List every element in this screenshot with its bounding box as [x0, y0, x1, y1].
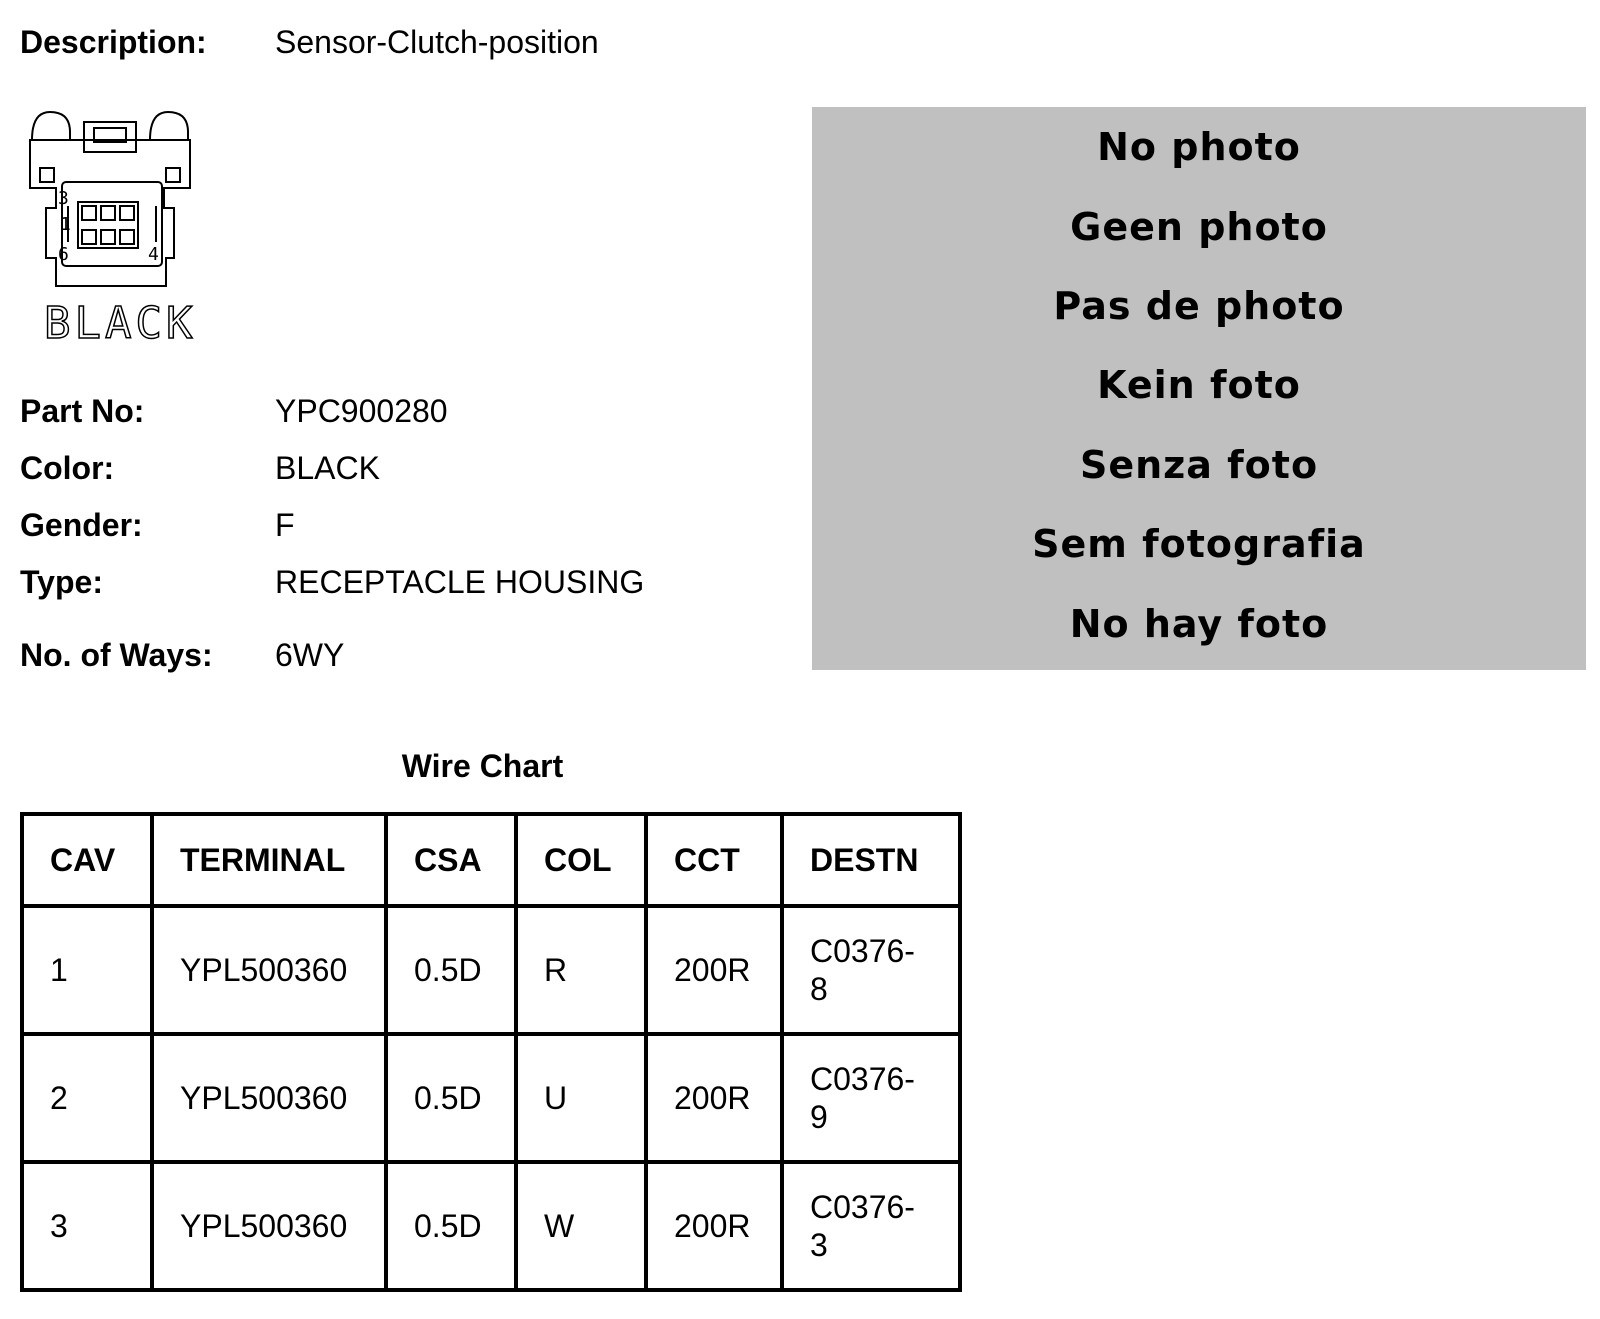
cell-col: W [516, 1162, 646, 1290]
cell-cct: 200R [646, 1162, 782, 1290]
table-row [22, 1034, 960, 1162]
cell-cct: 200R [646, 1034, 782, 1162]
photo-line-es: No hay foto [1069, 602, 1329, 646]
cell-terminal: YPL500360 [152, 1162, 386, 1290]
photo-line-pt: Sem fotografia [1032, 522, 1366, 566]
header-cav: CAV [22, 814, 152, 906]
ways-label: No. of Ways: [20, 637, 213, 673]
header-destn: DESTN [782, 814, 960, 906]
type-value: RECEPTACLE HOUSING [275, 564, 645, 600]
table-row [22, 906, 960, 1034]
destn-line-1: C0376- [810, 1061, 915, 1097]
color-value: BLACK [275, 450, 380, 486]
wire-chart-header-row [22, 814, 960, 906]
table-row [22, 1162, 960, 1290]
pin-label-6: 6 [58, 244, 69, 265]
part-no-label: Part No: [20, 393, 145, 429]
pin-label-1: 1 [60, 214, 71, 235]
destn-line-2: 3 [810, 1227, 828, 1263]
cell-csa: 0.5D [386, 1034, 516, 1162]
photo-line-it: Senza foto [1079, 443, 1319, 487]
cell-destn [782, 1034, 960, 1162]
cell-destn [782, 1162, 960, 1290]
cell-csa: 0.5D [386, 906, 516, 1034]
header-col: COL [516, 814, 646, 906]
photo-line-nl: Geen photo [1070, 205, 1328, 249]
cell-cct: 200R [646, 906, 782, 1034]
cell-col: R [516, 906, 646, 1034]
connector-right-latch [150, 112, 188, 140]
destn-line-2: 8 [810, 971, 828, 1007]
description-label: Description: [20, 24, 207, 60]
part-no-value: YPC900280 [275, 393, 448, 429]
header-terminal: TERMINAL [152, 814, 386, 906]
type-label: Type: [20, 564, 103, 600]
destn-line-2: 9 [810, 1099, 828, 1135]
connector-body [30, 140, 190, 286]
header-cct: CCT [646, 814, 782, 906]
pin-label-4: 4 [148, 244, 159, 265]
header-csa: CSA [386, 814, 516, 906]
cell-terminal: YPL500360 [152, 906, 386, 1034]
connector-diagram [24, 108, 224, 358]
description-value: Sensor-Clutch-position [275, 24, 599, 60]
photo-line-fr: Pas de photo [1053, 284, 1345, 328]
gender-label: Gender: [20, 507, 143, 543]
cell-cav: 3 [22, 1162, 152, 1290]
ways-value: 6WY [275, 637, 345, 673]
destn-line-1: C0376- [810, 1189, 915, 1225]
gender-value: F [275, 507, 295, 543]
cell-col: U [516, 1034, 646, 1162]
connector-left-latch [32, 112, 70, 140]
destn-line-1: C0376- [810, 933, 915, 969]
cell-terminal: YPL500360 [152, 1034, 386, 1162]
photo-line-en: No photo [1097, 125, 1301, 169]
wire-chart-table [20, 812, 962, 1292]
wire-chart-title: Wire Chart [401, 748, 564, 784]
color-label: Color: [20, 450, 115, 486]
pin-label-3: 3 [58, 188, 69, 209]
connector-color-caption: BLACK [44, 298, 197, 349]
cell-cav: 1 [22, 906, 152, 1034]
cell-destn [782, 906, 960, 1034]
photo-placeholder [812, 107, 1586, 670]
connector-top-tab [84, 122, 136, 152]
photo-line-de: Kein foto [1097, 363, 1301, 407]
cell-cav: 2 [22, 1034, 152, 1162]
cell-csa: 0.5D [386, 1162, 516, 1290]
